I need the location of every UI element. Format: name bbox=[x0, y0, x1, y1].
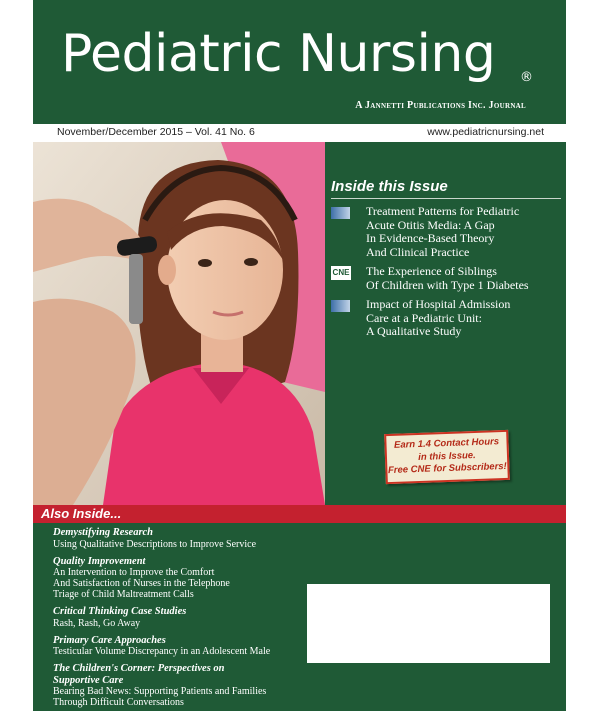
also-item-description: Using Qualitative Descriptions to Improve Service bbox=[53, 538, 257, 550]
cne-badge: CNE bbox=[331, 266, 351, 280]
magazine-cover bbox=[33, 0, 566, 711]
also-item-heading: Demystifying Research bbox=[53, 527, 154, 538]
issue-date: November/December 2015 – Vol. 41 No. 6 bbox=[57, 126, 255, 138]
issue-bar bbox=[33, 124, 566, 142]
also-item-heading: Quality Improvement bbox=[53, 555, 146, 567]
also-item-heading: Critical Thinking Case Studies bbox=[53, 606, 187, 617]
also-inside-item bbox=[53, 556, 303, 601]
magazine-title: Pediatric Nursing bbox=[61, 24, 496, 84]
inside-heading: Inside this Issue bbox=[331, 178, 561, 199]
also-item-description: Rash, Rash, Go Away bbox=[53, 617, 141, 629]
contact-hours-callout bbox=[384, 430, 510, 484]
website-url: www.pediatricnursing.net bbox=[427, 126, 544, 138]
inside-item bbox=[331, 205, 561, 259]
mailing-label-box bbox=[307, 584, 550, 663]
cover-photo bbox=[33, 142, 325, 505]
also-inside-item bbox=[53, 606, 303, 629]
also-item-description: An Intervention to Improve the Comfort And Satisfaction of Nurses in the Telephone Triage of Child Maltreatment Calls bbox=[53, 567, 230, 600]
also-item-heading: Primary Care Approaches bbox=[53, 634, 166, 646]
also-inside-item bbox=[53, 663, 303, 708]
contact-hours-text: Earn 1.4 Contact Hours in this Issue. Free CNE for Subscribers! bbox=[387, 436, 507, 477]
inside-this-issue bbox=[331, 178, 561, 339]
masthead bbox=[33, 0, 566, 124]
cover-photo-illustration bbox=[33, 142, 325, 505]
inside-item bbox=[331, 298, 561, 339]
also-inside-list bbox=[53, 527, 303, 711]
also-inside-item bbox=[53, 527, 303, 550]
publisher-line: A Jannetti Publications Inc. Journal bbox=[355, 100, 526, 111]
inside-item-title: The Experience of Siblings Of Children with Type 1 Diabetes bbox=[366, 264, 529, 292]
also-inside-item bbox=[53, 635, 303, 658]
also-item-heading: The Children's Corner: Perspectives on Supportive Care bbox=[53, 663, 225, 686]
inside-item bbox=[331, 265, 561, 292]
inside-item-title: Impact of Hospital Admission Care at a Pediatric Unit: A Qualitative Study bbox=[366, 297, 511, 338]
also-item-description: Testicular Volume Discrepancy in an Adolescent Male bbox=[53, 646, 271, 657]
registered-mark: ® bbox=[520, 70, 533, 85]
article-marker-icon bbox=[331, 300, 350, 312]
also-inside-label: Also Inside... bbox=[41, 506, 122, 521]
also-inside-banner bbox=[33, 505, 566, 523]
article-marker-icon bbox=[331, 207, 350, 219]
inside-item-title: Treatment Patterns for Pediatric Acute Otitis Media: A Gap In Evidence-Based Theory And Clinical Practice bbox=[366, 204, 520, 259]
also-item-description: Bearing Bad News: Supporting Patients and Families Through Difficult Conversations bbox=[53, 686, 267, 708]
